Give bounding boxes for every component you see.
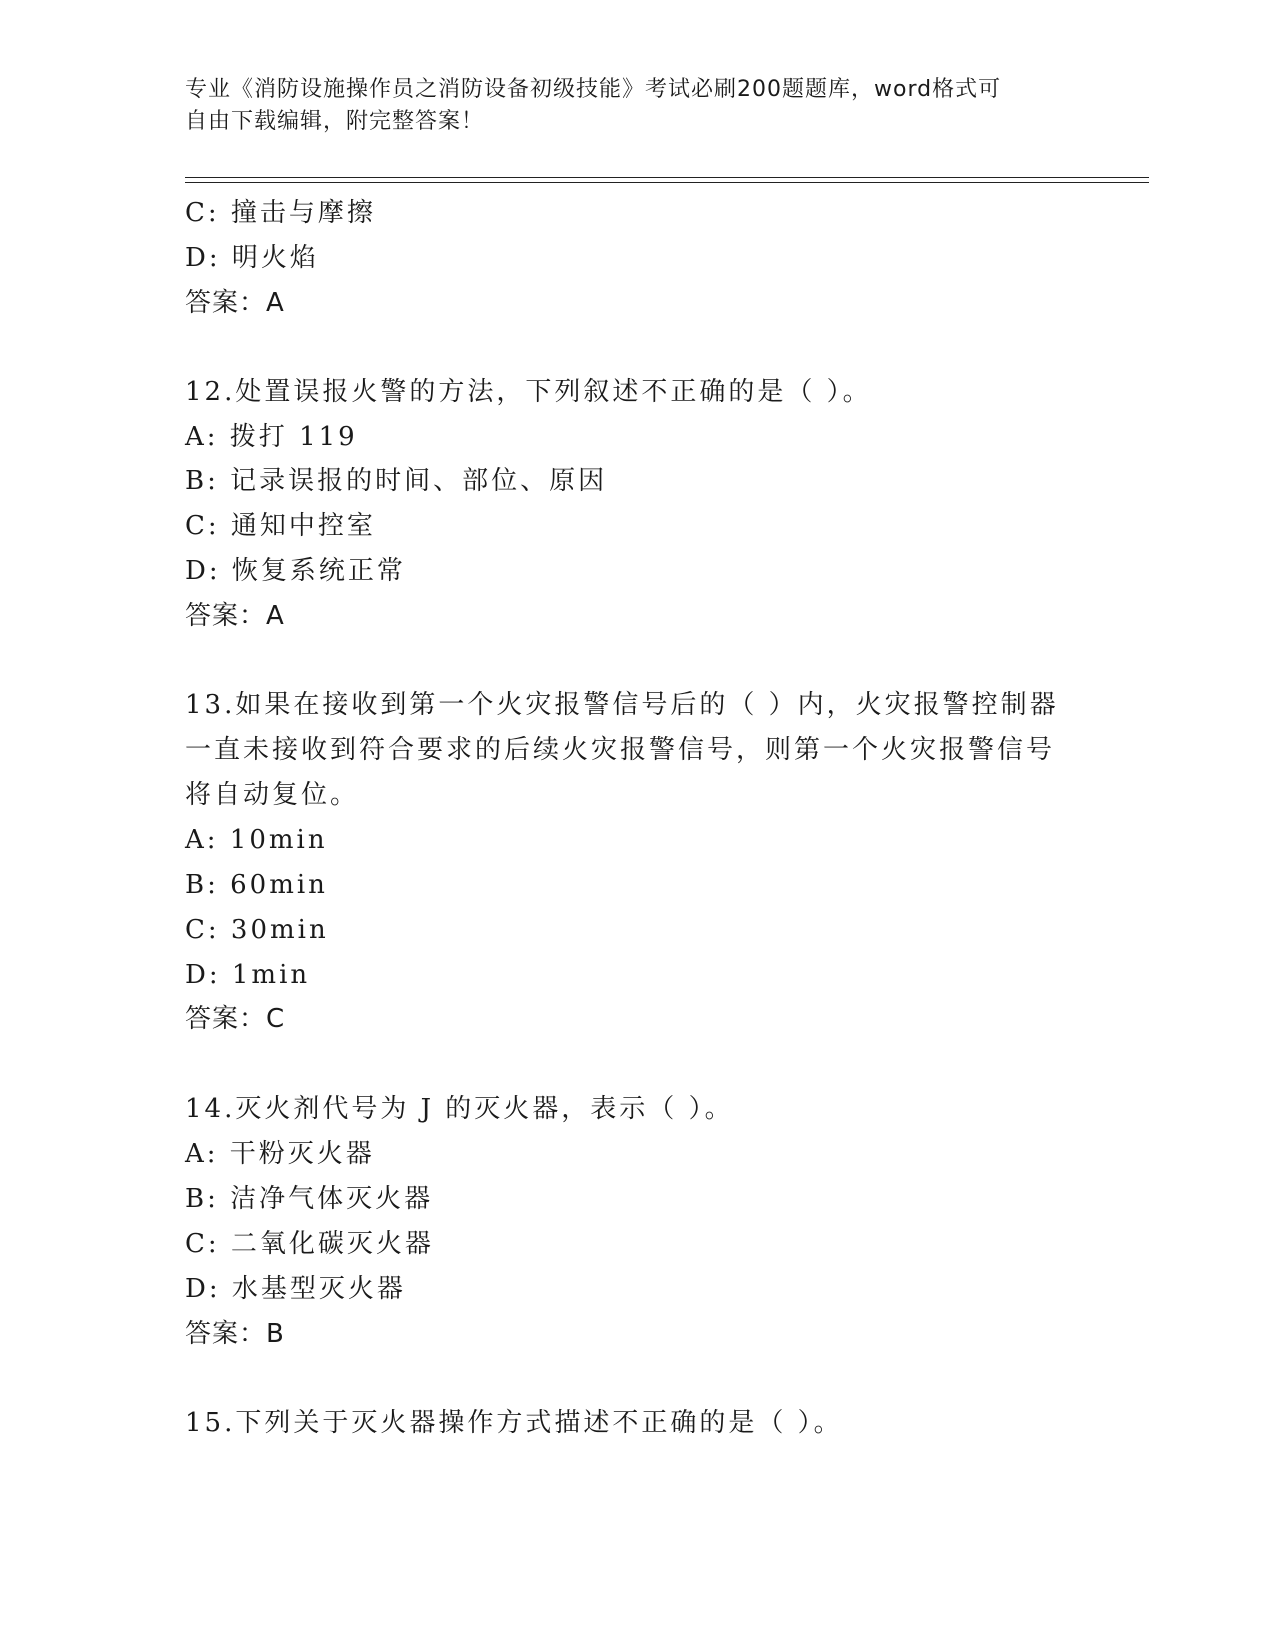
answer-q11: 答案：A bbox=[185, 288, 285, 318]
option-c-q13: C: 30min bbox=[185, 915, 329, 945]
question-14: 14.灭火剂代号为 J 的灭火器，表示（ ）。 bbox=[185, 1094, 734, 1124]
option-d-q14: D: 水基型灭火器 bbox=[185, 1274, 406, 1304]
question-12: 12.处置误报火警的方法，下列叙述不正确的是（ ）。 bbox=[185, 377, 872, 407]
option-b-q13: B: 60min bbox=[185, 870, 328, 900]
answer-q14: 答案：B bbox=[185, 1319, 285, 1349]
question-13-line-1: 13.如果在接收到第一个火灾报警信号后的（ ）内，火灾报警控制器 bbox=[185, 690, 1059, 720]
header-rule-bottom bbox=[185, 182, 1149, 183]
question-13-line-2: 一直未接收到符合要求的后续火灾报警信号，则第一个火灾报警信号 bbox=[185, 735, 1056, 765]
answer-q13: 答案：C bbox=[185, 1004, 286, 1034]
option-d-q13: D: 1min bbox=[185, 960, 311, 990]
option-a-q12: A: 拨打 119 bbox=[185, 422, 358, 452]
option-c-q12: C: 通知中控室 bbox=[185, 511, 376, 541]
option-b-q12: B: 记录误报的时间、部位、原因 bbox=[185, 466, 608, 496]
header-rule-top bbox=[185, 177, 1149, 178]
option-a-q13: A: 10min bbox=[185, 825, 328, 855]
header-line-1: 专业《消防设施操作员之消防设备初级技能》考试必刷200题题库，word格式可 bbox=[185, 77, 1002, 102]
option-d-q12: D: 恢复系统正常 bbox=[185, 556, 406, 586]
option-b-q14: B: 洁净气体灭火器 bbox=[185, 1184, 434, 1214]
header-line-2: 自由下载编辑，附完整答案！ bbox=[185, 109, 485, 134]
question-15: 15.下列关于灭火器操作方式描述不正确的是（ ）。 bbox=[185, 1408, 843, 1438]
question-13-line-3: 将自动复位。 bbox=[185, 780, 360, 810]
option-c-q14: C: 二氧化碳灭火器 bbox=[185, 1229, 434, 1259]
answer-q12: 答案：A bbox=[185, 601, 285, 631]
option-c-q11: C: 撞击与摩擦 bbox=[185, 198, 376, 228]
option-d-q11: D: 明火焰 bbox=[185, 243, 319, 273]
option-a-q14: A: 干粉灭火器 bbox=[185, 1139, 375, 1169]
document-header bbox=[185, 74, 1085, 138]
